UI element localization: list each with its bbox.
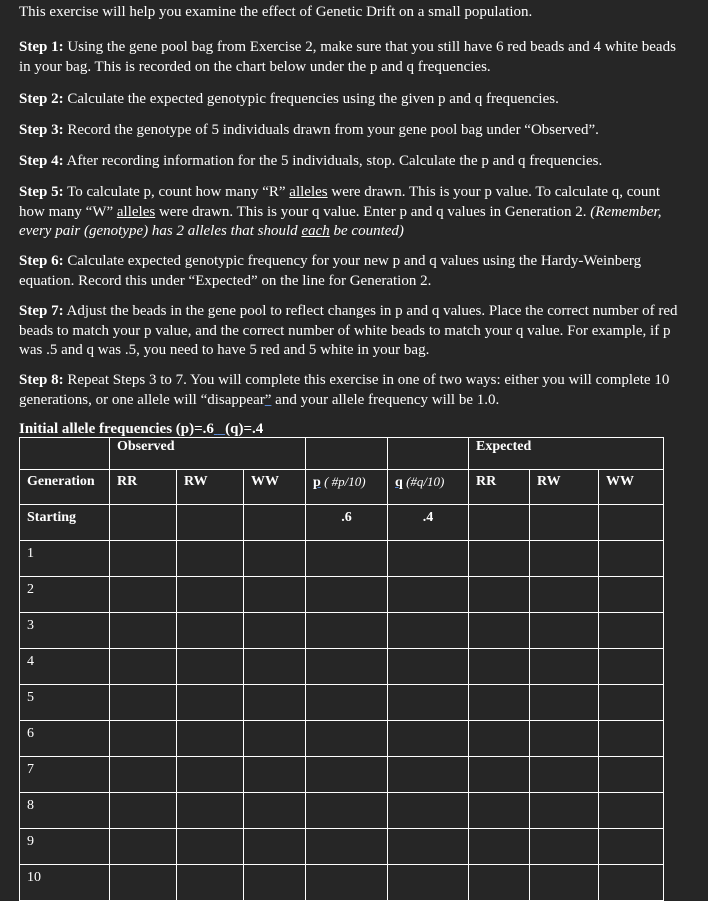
table-cell	[388, 865, 469, 901]
generation-header: Generation	[20, 470, 110, 505]
genetic-drift-table	[19, 437, 664, 901]
table-cell	[306, 757, 388, 793]
generation-number: 4	[20, 649, 110, 685]
table-cell	[530, 541, 599, 577]
table-cell	[388, 685, 469, 721]
step-4: Step 4: After recording information for the 5 individuals, stop. Calculate the p and q frequencies.	[19, 153, 603, 169]
table-cell	[177, 685, 244, 721]
table-cell	[110, 649, 177, 685]
table-cell	[244, 865, 306, 901]
table-cell	[306, 793, 388, 829]
expected-rw-header: RW	[530, 470, 599, 505]
observed-rr-header: RR	[110, 470, 177, 505]
table-cell	[530, 865, 599, 901]
table-cell	[110, 577, 177, 613]
observed-header: Observed	[110, 438, 306, 470]
table-row	[20, 577, 664, 613]
table-cell	[388, 613, 469, 649]
expected-rr-header: RR	[469, 470, 530, 505]
table-cell	[469, 649, 530, 685]
expected-ww-header: WW	[599, 470, 664, 505]
q-header: q (#q/10)	[388, 470, 469, 505]
table-row	[20, 757, 664, 793]
table-cell	[388, 541, 469, 577]
table-cell	[469, 865, 530, 901]
table-cell	[244, 829, 306, 865]
table-cell	[599, 865, 664, 901]
table-cell	[110, 757, 177, 793]
generation-number: 7	[20, 757, 110, 793]
generation-number: 8	[20, 793, 110, 829]
table-cell	[244, 649, 306, 685]
table-cell	[599, 685, 664, 721]
table-row	[20, 721, 664, 757]
generation-number: 5	[20, 685, 110, 721]
table-cell	[177, 793, 244, 829]
table-cell	[110, 613, 177, 649]
table-cell	[110, 793, 177, 829]
table-row	[20, 793, 664, 829]
table-cell	[530, 757, 599, 793]
starting-q-value: .4	[388, 505, 469, 541]
table-cell	[530, 793, 599, 829]
table-cell	[244, 685, 306, 721]
table-cell	[177, 757, 244, 793]
table-cell	[110, 541, 177, 577]
table-row	[20, 685, 664, 721]
table-cell	[388, 829, 469, 865]
p-header: p ( #p/10)	[306, 470, 388, 505]
table-cell	[177, 613, 244, 649]
table-cell	[530, 721, 599, 757]
table-row	[20, 541, 664, 577]
table-cell	[306, 685, 388, 721]
initial-allele-frequencies: Initial allele frequencies (p)=.6 (q)=.4	[19, 421, 264, 437]
table-column-header-row	[20, 470, 664, 505]
table-cell	[469, 577, 530, 613]
table-cell	[599, 757, 664, 793]
table-cell	[469, 793, 530, 829]
table-cell	[244, 757, 306, 793]
starting-p-value: .6	[306, 505, 388, 541]
table-cell	[530, 613, 599, 649]
generation-number: 9	[20, 829, 110, 865]
generation-number: 1	[20, 541, 110, 577]
table-cell	[306, 613, 388, 649]
table-cell	[469, 685, 530, 721]
table-cell	[388, 649, 469, 685]
table-cell	[306, 577, 388, 613]
table-cell	[388, 757, 469, 793]
table-cell	[599, 793, 664, 829]
table-cell	[388, 793, 469, 829]
table-cell	[306, 721, 388, 757]
step-5: Step 5: To calculate p, count how many “R” alleles were drawn. This is your p value. To calculate q, count how many “W” alleles were drawn. This is your q value. Enter p and q values in Generation 2. (Remember, every pair (genotype) has 2 alleles that should each be counted)	[19, 184, 662, 239]
table-cell	[244, 541, 306, 577]
table-cell	[177, 649, 244, 685]
table-cell	[306, 829, 388, 865]
generation-number: 3	[20, 613, 110, 649]
generation-number: 2	[20, 577, 110, 613]
intro-text: This exercise will help you examine the effect of Genetic Drift on a small population.	[19, 4, 533, 20]
table-cell	[599, 829, 664, 865]
table-cell	[306, 649, 388, 685]
table-cell	[306, 541, 388, 577]
table-cell	[177, 829, 244, 865]
table-cell	[110, 685, 177, 721]
step-6: Step 6: Calculate expected genotypic frequency for your new p and q values using the Hardy-Weinberg equation. Record this under “Expected” on the line for Generation 2.	[19, 253, 642, 289]
table-group-header-row	[20, 438, 664, 470]
table-cell	[469, 541, 530, 577]
table-cell	[599, 649, 664, 685]
table-cell	[306, 865, 388, 901]
table-cell	[244, 721, 306, 757]
table-cell	[530, 685, 599, 721]
table-cell	[110, 721, 177, 757]
table-cell	[177, 541, 244, 577]
generation-number: 10	[20, 865, 110, 901]
table-cell	[388, 577, 469, 613]
table-cell	[177, 577, 244, 613]
table-cell	[530, 649, 599, 685]
table-cell	[110, 829, 177, 865]
table-row	[20, 829, 664, 865]
step-8: Step 8: Repeat Steps 3 to 7. You will complete this exercise in one of two ways: either you will complete 10 generations, or one allele will “disappear” and your allele frequency will be 1.0.	[19, 372, 670, 408]
table-cell	[469, 613, 530, 649]
table-cell	[530, 829, 599, 865]
table-cell	[388, 721, 469, 757]
table-cell	[244, 793, 306, 829]
table-cell	[110, 865, 177, 901]
step-1: Step 1: Using the gene pool bag from Exercise 2, make sure that you still have 6 red beads and 4 white beads in your bag. This is recorded on the chart below under the p and q frequencies.	[19, 39, 676, 75]
step-7: Step 7: Adjust the beads in the gene pool to reflect changes in p and q values. Place the correct number of red beads to match your p value, and the correct number of white beads to match your q value. For example, if p was .5 and q was .5, you need to have 5 red and 5 white in your bag.	[19, 303, 678, 358]
table-cell	[599, 721, 664, 757]
observed-rw-header: RW	[177, 470, 244, 505]
table-cell	[244, 577, 306, 613]
table-row	[20, 649, 664, 685]
table-cell	[469, 757, 530, 793]
table-cell	[244, 613, 306, 649]
table-row	[20, 613, 664, 649]
table-cell	[177, 865, 244, 901]
table-cell	[599, 541, 664, 577]
table-cell	[469, 829, 530, 865]
starting-label: Starting	[20, 505, 110, 541]
table-cell	[177, 721, 244, 757]
table-row-starting	[20, 505, 664, 541]
table-cell	[469, 721, 530, 757]
observed-ww-header: WW	[244, 470, 306, 505]
table-cell	[599, 577, 664, 613]
table-cell	[530, 577, 599, 613]
table-cell	[599, 613, 664, 649]
generation-number: 6	[20, 721, 110, 757]
table-row	[20, 865, 664, 901]
generation-rows	[20, 541, 664, 901]
step-3: Step 3: Record the genotype of 5 individuals drawn from your gene pool bag under “Observed”.	[19, 122, 599, 138]
expected-header: Expected	[469, 438, 664, 470]
step-2: Step 2: Calculate the expected genotypic frequencies using the given p and q frequencies.	[19, 91, 559, 107]
